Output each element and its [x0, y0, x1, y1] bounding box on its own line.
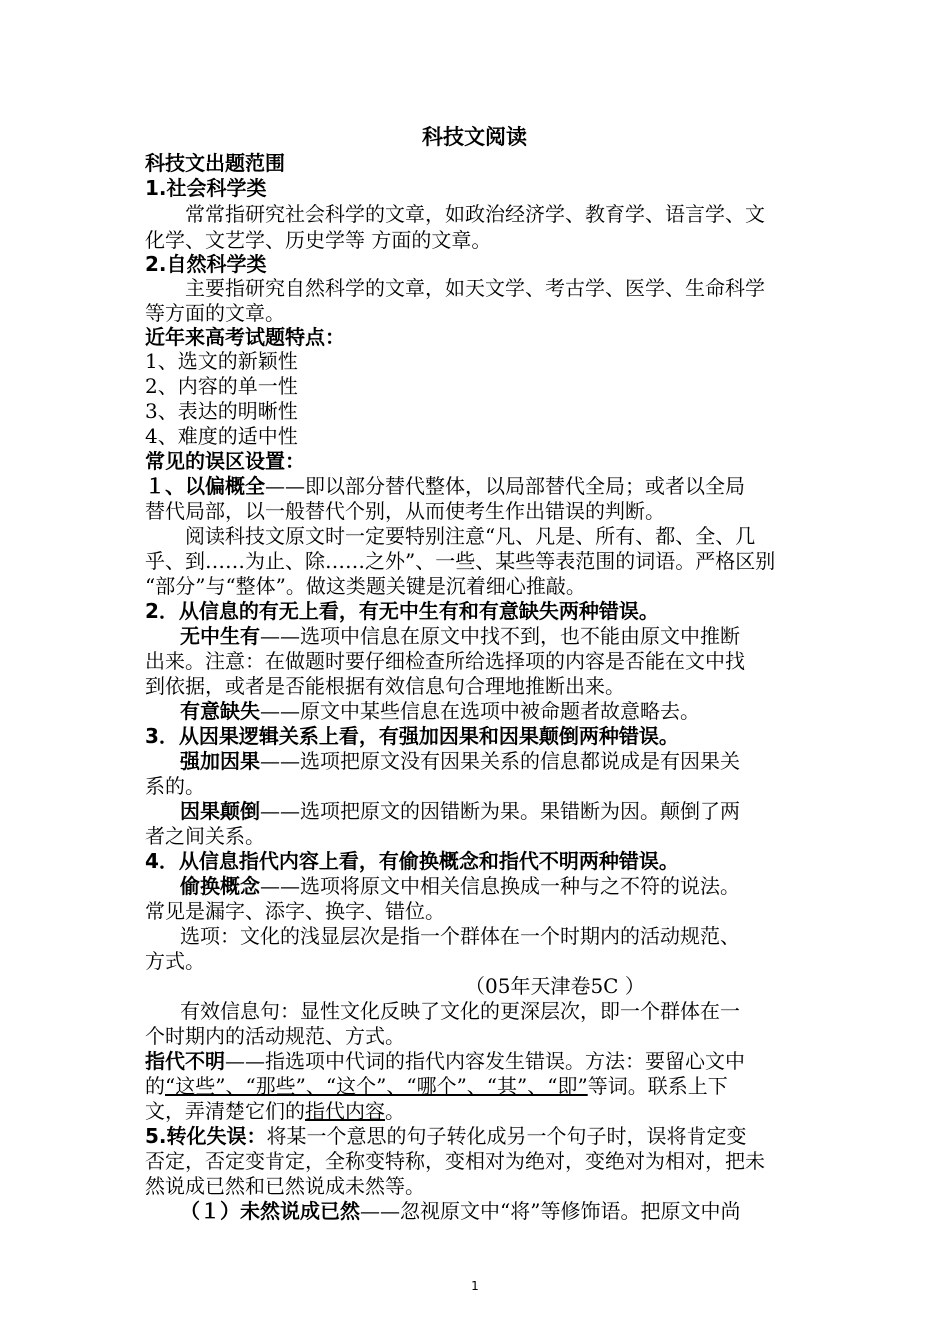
line-text: ——忽视原文中“将”等修饰语。把原文中尚 — [360, 1199, 741, 1223]
paragraph-line — [180, 873, 740, 899]
paragraph-line — [145, 1123, 747, 1149]
paragraph-line — [145, 473, 745, 499]
line-text: ——选项把原文没有因果关系的信息都说成是有因果关 — [260, 749, 740, 773]
line-text: ——指选项中代词的指代内容发生错误。方法：要留心文中 — [225, 1049, 745, 1073]
paragraph-line: 乎、到……为止、除……之外”、一些、某些等表范围的词语。严格区别 — [145, 549, 776, 573]
section-heading-traps: 常见的误区设置： — [145, 449, 305, 473]
list-item: 4、难度的适中性 — [145, 424, 298, 448]
term-label: 强加因果 — [180, 749, 260, 773]
paragraph-line: 有效信息句：显性文化反映了文化的更深层次，即一个群体在一 — [180, 999, 740, 1023]
subheading-trap3: 3．从因果逻辑关系上看，有强加因果和因果颠倒两种错误。 — [145, 724, 679, 748]
paragraph-line — [145, 1048, 745, 1074]
paragraph-line: 化学、文艺学、历史学等 方面的文章。 — [145, 228, 492, 252]
line-text: 的 — [145, 1074, 165, 1098]
underlined-reference: 指代内容 — [305, 1099, 385, 1123]
paragraph-line — [180, 748, 740, 774]
paragraph-line: 主要指研究自然科学的文章，如天文学、考古学、医学、生命科学 — [185, 276, 765, 300]
paragraph-line — [180, 623, 740, 649]
subheading-social: 1.社会科学类 — [145, 176, 267, 200]
list-item: 1、选文的新颖性 — [145, 349, 298, 373]
paragraph-line: 常常指研究社会科学的文章，如政治经济学、教育学、语言学、文 — [185, 202, 765, 226]
line-text: 将某一个意思的句子转化成另一个句子时，误将肯定变 — [266, 1124, 747, 1148]
paragraph-line: 等方面的文章。 — [145, 301, 285, 325]
subheading-trap2: 2．从信息的有无上看，有无中生有和有意缺失两种错误。 — [145, 599, 659, 623]
section-heading-range: 科技文出题范围 — [145, 151, 285, 175]
paragraph-line — [145, 1098, 405, 1124]
line-text: 文，弄清楚它们的 — [145, 1099, 305, 1123]
term-label: （１）未然说成已然 — [180, 1199, 360, 1223]
line-text: 。 — [385, 1099, 405, 1123]
term-label: 5.转化失误： — [145, 1124, 267, 1148]
line-text: ——选项中信息在原文中找不到，也不能由原文中推断 — [260, 624, 740, 648]
paragraph-line — [180, 698, 700, 724]
term-label: 因果颠倒 — [180, 799, 260, 823]
term-label: １、以偏概全 — [145, 474, 265, 498]
subheading-natural: 2.自然科学类 — [145, 252, 267, 276]
document-title: 科技文阅读 — [422, 125, 527, 149]
line-text: 等词。联系上下 — [587, 1074, 728, 1098]
paragraph-line: 个时期内的活动规范、方式。 — [145, 1024, 405, 1048]
paragraph-line: 然说成已然和已然说成未然等。 — [145, 1174, 425, 1198]
line-text: ——选项将原文中相关信息换成一种与之不符的说法。 — [260, 874, 740, 898]
subheading-trap4: 4．从信息指代内容上看，有偷换概念和指代不明两种错误。 — [145, 849, 679, 873]
paragraph-line: 到依据，或者是否能根据有效信息句合理地推断出来。 — [145, 674, 625, 698]
term-label: 有意缺失 — [180, 699, 260, 723]
paragraph-line: 否定，否定变肯定，全称变特称，变相对为绝对，变绝对为相对，把未 — [145, 1149, 765, 1173]
paragraph-line: 选项：文化的浅显层次是指一个群体在一个时期内的活动规范、 — [180, 924, 740, 948]
paragraph-line — [180, 1198, 740, 1224]
list-item: 3、表达的明晰性 — [145, 399, 298, 423]
paragraph-line: 替代局部，以一般替代个别，从而使考生作出错误的判断。 — [145, 499, 665, 523]
line-text: ——选项把原文的因错断为果。果错断为因。颠倒了两 — [260, 799, 740, 823]
paragraph-line: 系的。 — [145, 774, 205, 798]
page-number: 1 — [471, 1279, 479, 1293]
paragraph-line: 者之间关系。 — [145, 824, 265, 848]
term-label: 指代不明 — [145, 1049, 225, 1073]
term-label: 无中生有 — [180, 624, 260, 648]
line-text: ——原文中某些信息在选项中被命题者故意略去。 — [260, 699, 700, 723]
paragraph-line: 阅读科技文原文时一定要特别注意“凡、凡是、所有、都、全、几 — [185, 524, 756, 548]
paragraph-line: 出来。注意：在做题时要仔细检查所给选择项的内容是否能在文中找 — [145, 649, 745, 673]
paragraph-line: 常见是漏字、添字、换字、错位。 — [145, 899, 445, 923]
term-label: 偷换概念 — [180, 874, 260, 898]
paragraph-line — [145, 1073, 728, 1099]
source-citation: （05年天津卷5C ） — [465, 974, 645, 998]
underlined-pronouns: “这些”、“那些”、“这个”、“哪个”、“其”、“即” — [165, 1074, 588, 1098]
paragraph-line — [180, 798, 740, 824]
paragraph-line: “部分”与“整体”。做这类题关键是沉着细心推敲。 — [145, 574, 586, 598]
section-heading-features: 近年来高考试题特点： — [145, 325, 345, 349]
list-item: 2、内容的单一性 — [145, 374, 298, 398]
paragraph-line: 方式。 — [145, 949, 205, 973]
line-text: ——即以部分替代整体，以局部替代全局；或者以全局 — [265, 474, 745, 498]
